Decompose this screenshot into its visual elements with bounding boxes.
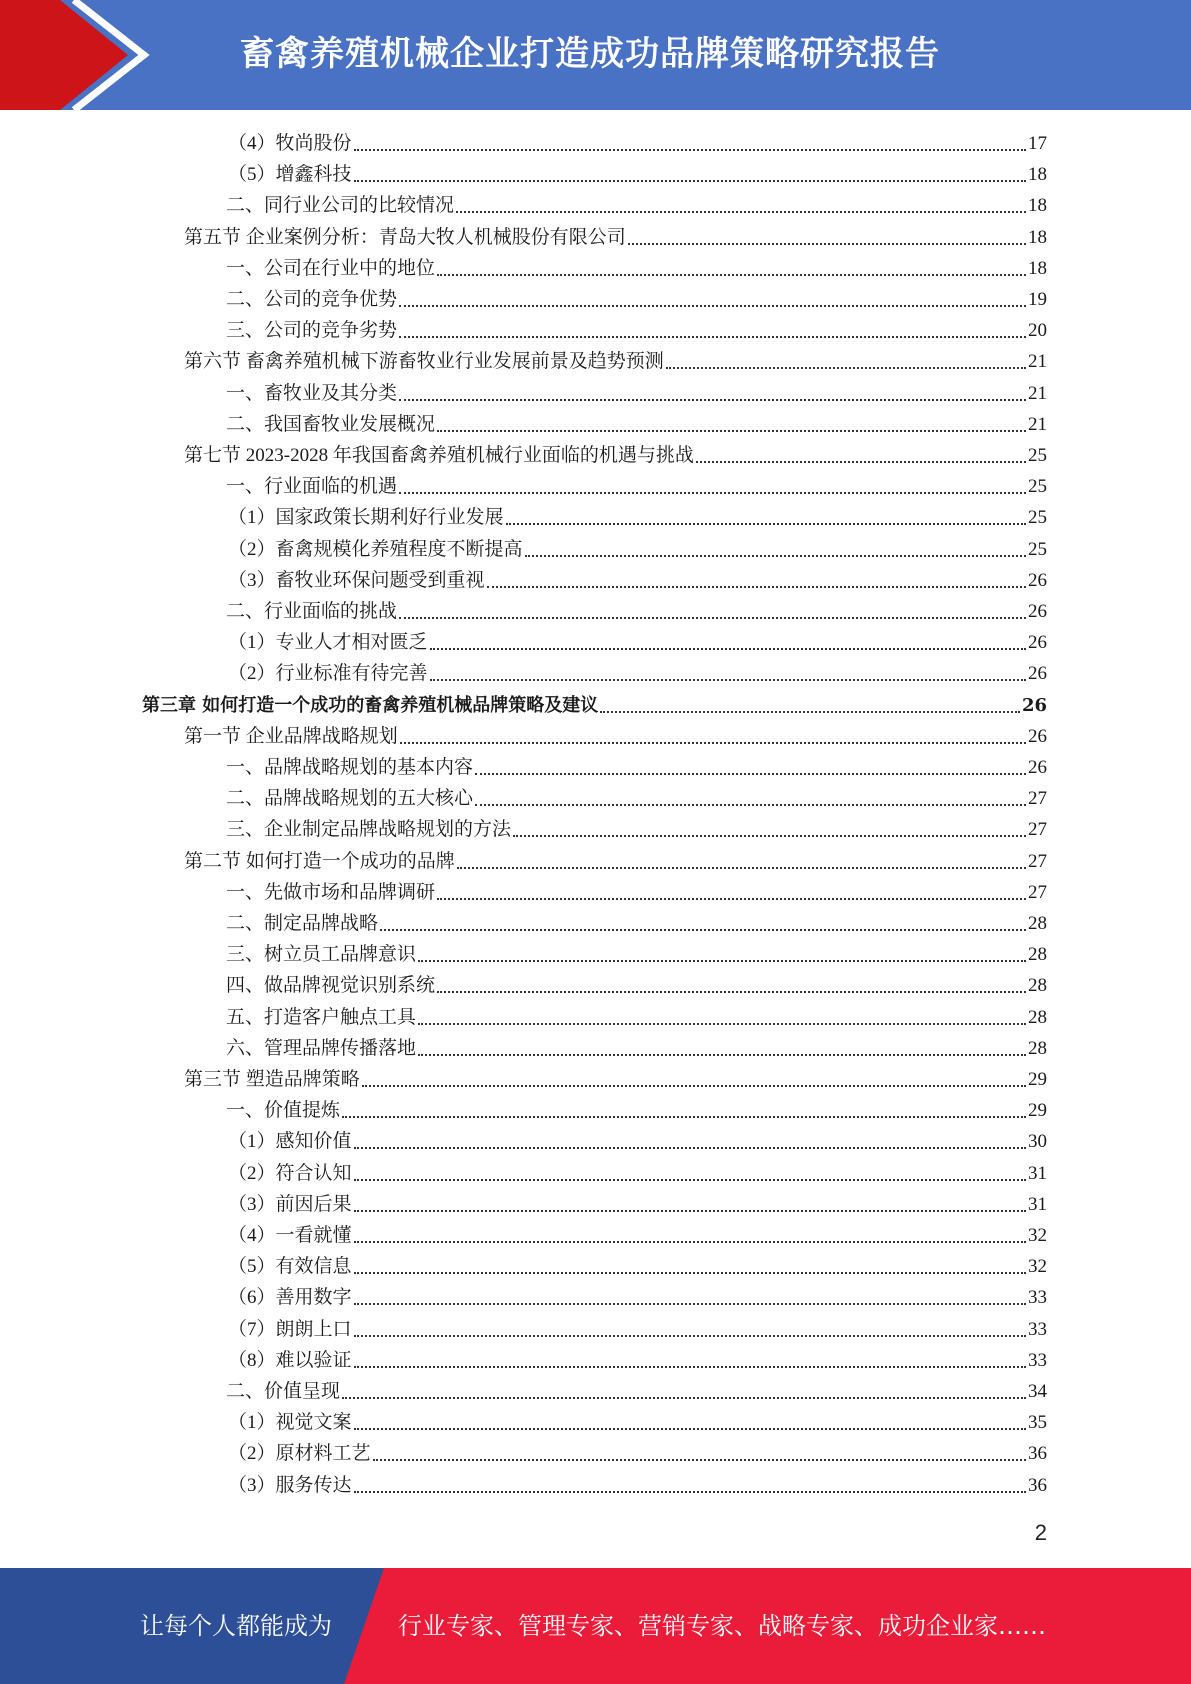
toc-dot-leader xyxy=(418,959,1026,962)
toc-entry-title: （2）符合认知 xyxy=(228,1162,352,1184)
toc-dot-leader xyxy=(354,1178,1026,1181)
toc-dot-leader xyxy=(354,1490,1026,1493)
toc-entry-title: 二、行业面临的挑战 xyxy=(226,601,398,622)
toc-dot-leader xyxy=(666,366,1026,369)
toc-entry-title: （5）增鑫科技 xyxy=(228,164,352,186)
toc-entry-page: 18 xyxy=(1028,195,1047,217)
toc-dot-leader xyxy=(399,398,1026,401)
page-footer xyxy=(0,1568,1191,1684)
toc-entry[interactable] xyxy=(226,253,1047,284)
toc-entry-page: 20 xyxy=(1028,320,1047,342)
toc-entry-title: （2）畜禽规模化养殖程度不断提高 xyxy=(228,538,523,560)
toc-dot-leader xyxy=(418,1053,1026,1056)
toc-entry[interactable] xyxy=(228,658,1047,689)
toc-entry-title: （6）善用数字 xyxy=(228,1287,352,1309)
toc-entry-page: 21 xyxy=(1028,351,1047,373)
toc-entry[interactable] xyxy=(184,846,1047,877)
toc-entry[interactable] xyxy=(226,190,1047,221)
toc-entry[interactable] xyxy=(228,1158,1047,1189)
toc-entry-page: 25 xyxy=(1028,476,1047,498)
toc-dot-leader xyxy=(437,990,1026,993)
page-number: 2 xyxy=(1034,1520,1047,1545)
toc-entry-title: （5）有效信息 xyxy=(228,1256,352,1278)
toc-entry-page: 28 xyxy=(1028,944,1047,966)
toc-entry-page: 27 xyxy=(1028,850,1047,872)
toc-entry-page: 19 xyxy=(1028,289,1047,310)
toc-entry[interactable] xyxy=(226,315,1047,346)
toc-dot-leader xyxy=(354,1302,1026,1305)
toc-dot-leader xyxy=(354,179,1026,182)
toc-dot-leader xyxy=(506,522,1026,525)
toc-entry-page: 26 xyxy=(1028,632,1047,654)
footer-slogan-right: 行业专家、管理专家、营销专家、战略专家、成功企业家…… xyxy=(398,1612,1046,1640)
toc-entry-title: （4）一看就懂 xyxy=(228,1225,352,1246)
toc-entry-page: 21 xyxy=(1028,382,1047,404)
toc-dot-leader xyxy=(354,1427,1026,1430)
toc-entry[interactable] xyxy=(228,1251,1047,1282)
toc-entry-title: 一、价值提炼 xyxy=(226,1100,341,1122)
toc-entry-title: （3）畜牧业环保问题受到重视 xyxy=(228,569,485,591)
toc-entry-title: 第六节 畜禽养殖机械下游畜牧业行业发展前景及趋势预测 xyxy=(184,351,664,373)
toc-entry-page: 29 xyxy=(1028,1100,1047,1122)
toc-dot-leader xyxy=(487,585,1026,588)
toc-dot-leader xyxy=(513,834,1026,837)
toc-dot-leader xyxy=(362,1084,1026,1087)
toc-dot-leader xyxy=(525,554,1026,557)
toc-entry-page: 28 xyxy=(1028,1037,1047,1059)
toc-dot-leader xyxy=(456,210,1026,213)
toc-entry[interactable] xyxy=(184,721,1047,752)
toc-entry-title: 二、品牌战略规划的五大核心 xyxy=(226,788,474,810)
toc-entry-title: 第三章 如何打造一个成功的畜禽养殖机械品牌策略及建议 xyxy=(142,694,599,716)
toc-dot-leader xyxy=(399,335,1026,338)
toc-entry[interactable] xyxy=(184,346,1047,377)
report-title: 畜禽养殖机械企业打造成功品牌策略研究报告 xyxy=(240,34,940,74)
toc-entry-page: 25 xyxy=(1028,507,1047,529)
toc-entry[interactable] xyxy=(228,565,1047,596)
toc-entry-title: （1）国家政策长期利好行业发展 xyxy=(228,507,504,529)
toc-entry-title: （2）行业标准有待完善 xyxy=(228,663,428,685)
toc-entry-page: 31 xyxy=(1028,1193,1047,1215)
toc-dot-leader xyxy=(354,1209,1026,1212)
toc-entry[interactable] xyxy=(226,877,1047,908)
toc-entry-title: （3）前因后果 xyxy=(228,1193,352,1215)
toc-entry-title: （3）服务传达 xyxy=(228,1474,352,1496)
toc-entry-title: 第五节 企业案例分析：青岛大牧人机械股份有限公司 xyxy=(184,226,626,248)
toc-entry-title: 一、行业面临的机遇 xyxy=(226,476,398,498)
toc-entry-title: 二、公司的竞争优势 xyxy=(226,289,398,310)
toc-entry[interactable] xyxy=(228,1470,1047,1501)
toc-dot-leader xyxy=(475,803,1026,806)
toc-dot-leader xyxy=(430,678,1026,681)
toc-entry[interactable] xyxy=(226,1002,1047,1033)
toc-entry[interactable] xyxy=(226,284,1047,315)
footer-slogan-left: 让每个人都能成为 xyxy=(140,1612,332,1640)
toc-entry[interactable] xyxy=(228,1282,1047,1313)
toc-entry-title: 二、制定品牌战略 xyxy=(226,913,379,934)
toc-entry-page: 27 xyxy=(1028,819,1047,841)
toc-entry[interactable] xyxy=(226,378,1047,409)
toc-dot-leader xyxy=(696,460,1026,463)
toc-entry-title: 二、同行业公司的比较情况 xyxy=(226,195,455,217)
toc-entry[interactable] xyxy=(226,1376,1047,1407)
toc-dot-leader xyxy=(380,928,1026,931)
toc-entry-page: 26 xyxy=(1028,569,1047,591)
toc-entry[interactable] xyxy=(228,1314,1047,1345)
toc-entry-page: 33 xyxy=(1028,1287,1047,1309)
toc-entry-page: 33 xyxy=(1028,1349,1047,1371)
toc-entry-page: 25 xyxy=(1028,538,1047,560)
toc-entry-title: 一、先做市场和品牌调研 xyxy=(226,881,436,903)
toc-dot-leader xyxy=(400,741,1026,744)
toc-entry[interactable] xyxy=(226,471,1047,502)
toc-entry-page: 32 xyxy=(1028,1256,1047,1278)
toc-entry-title: 一、畜牧业及其分类 xyxy=(226,382,398,404)
toc-entry-title: 二、我国畜牧业发展概况 xyxy=(226,413,436,435)
toc-entry-title: （1）专业人才相对匮乏 xyxy=(228,632,428,654)
toc-dot-leader xyxy=(354,1271,1026,1274)
toc-entry[interactable] xyxy=(226,908,1047,939)
toc-entry-title: 第三节 塑造品牌策略 xyxy=(184,1069,360,1090)
toc-entry-title: 一、公司在行业中的地位 xyxy=(226,257,436,279)
toc-entry[interactable] xyxy=(226,596,1047,627)
toc-entry-page: 29 xyxy=(1028,1069,1047,1090)
toc-entry[interactable] xyxy=(226,1033,1047,1064)
toc-entry-page: 28 xyxy=(1028,975,1047,997)
toc-dot-leader xyxy=(475,772,1026,775)
toc-entry[interactable] xyxy=(226,939,1047,970)
toc-entry-page: 28 xyxy=(1028,913,1047,934)
toc-dot-leader xyxy=(437,429,1026,432)
toc-entry-title: （1）感知价值 xyxy=(228,1131,352,1153)
toc-dot-leader xyxy=(399,491,1026,494)
toc-entry-title: 三、企业制定品牌战略规划的方法 xyxy=(226,819,512,841)
toc-entry-title: 第一节 企业品牌战略规划 xyxy=(184,725,398,747)
toc-entry-page: 18 xyxy=(1028,257,1047,279)
toc-entry[interactable] xyxy=(228,627,1047,658)
toc-entry-page: 26 xyxy=(1021,694,1047,716)
toc-dot-leader xyxy=(418,1022,1026,1025)
toc-entry-page: 27 xyxy=(1028,788,1047,810)
toc-entry-title: 三、公司的竞争劣势 xyxy=(226,320,398,342)
toc-entry-title: 一、品牌战略规划的基本内容 xyxy=(226,757,474,778)
toc-entry-page: 26 xyxy=(1028,601,1047,622)
toc-entry-page: 34 xyxy=(1028,1381,1047,1402)
toc-entry[interactable] xyxy=(226,1095,1047,1126)
toc-entry-page: 25 xyxy=(1028,445,1047,466)
toc-entry-page: 26 xyxy=(1028,663,1047,685)
toc-entry-page: 31 xyxy=(1028,1162,1047,1184)
toc-entry-page: 21 xyxy=(1028,413,1047,435)
toc-dot-leader xyxy=(373,1458,1026,1461)
toc-entry-page: 28 xyxy=(1028,1006,1047,1028)
page-header xyxy=(0,0,1191,110)
toc-entry[interactable] xyxy=(228,1126,1047,1157)
toc-dot-leader xyxy=(430,647,1026,650)
toc-entry[interactable] xyxy=(226,783,1047,814)
toc-entry-page: 33 xyxy=(1028,1318,1047,1340)
toc-entry-title: 第七节 2023-2028 年我国畜禽养殖机械行业面临的机遇与挑战 xyxy=(184,445,694,466)
toc-dot-leader xyxy=(342,1115,1026,1118)
toc-dot-leader xyxy=(437,897,1026,900)
toc-entry-page: 26 xyxy=(1028,725,1047,747)
toc-entry[interactable] xyxy=(226,814,1047,845)
toc-entry-title: （7）朗朗上口 xyxy=(228,1318,352,1340)
toc-entry-page: 18 xyxy=(1028,226,1047,248)
toc-entry-page: 27 xyxy=(1028,881,1047,903)
toc-entry[interactable] xyxy=(184,222,1047,253)
toc-entry-title: （4）牧尚股份 xyxy=(228,133,352,154)
toc-entry[interactable] xyxy=(228,1438,1047,1469)
toc-entry-title: 二、价值呈现 xyxy=(226,1381,341,1402)
toc-dot-leader xyxy=(354,1146,1026,1149)
toc-entry-title: （8）难以验证 xyxy=(228,1349,352,1371)
toc-entry[interactable] xyxy=(226,752,1047,783)
toc-entry[interactable] xyxy=(228,128,1047,159)
toc-entry[interactable] xyxy=(184,1064,1047,1095)
toc-entry[interactable] xyxy=(228,159,1047,190)
toc-entry[interactable] xyxy=(228,1220,1047,1251)
toc-entry[interactable] xyxy=(142,690,1047,721)
toc-entry-title: 六、管理品牌传播落地 xyxy=(226,1037,417,1059)
toc-dot-leader xyxy=(628,242,1026,245)
toc-dot-leader xyxy=(399,616,1026,619)
toc-dot-leader xyxy=(354,1240,1026,1243)
toc-entry-title: 第二节 如何打造一个成功的品牌 xyxy=(184,850,455,872)
toc-entry-page: 32 xyxy=(1028,1225,1047,1246)
toc-entry[interactable] xyxy=(228,502,1047,533)
toc-entry-title: 五、打造客户触点工具 xyxy=(226,1006,417,1028)
toc-entry-title: （1）视觉文案 xyxy=(228,1412,352,1434)
toc-dot-leader xyxy=(600,710,1020,713)
toc-entry-page: 18 xyxy=(1028,164,1047,186)
toc-entry-title: 四、做品牌视觉识别系统 xyxy=(226,975,436,997)
toc-dot-leader xyxy=(399,304,1026,307)
toc-entry[interactable] xyxy=(226,409,1047,440)
toc-entry-page: 36 xyxy=(1028,1443,1047,1465)
toc-entry[interactable] xyxy=(226,970,1047,1001)
toc-entry[interactable] xyxy=(184,440,1047,471)
toc-entry-page: 35 xyxy=(1028,1412,1047,1434)
toc-entry[interactable] xyxy=(228,1189,1047,1220)
toc-entry[interactable] xyxy=(228,1407,1047,1438)
toc-entry-page: 36 xyxy=(1028,1474,1047,1496)
toc-entry-page: 17 xyxy=(1028,133,1047,154)
toc-dot-leader xyxy=(342,1396,1026,1399)
toc-dot-leader xyxy=(354,148,1026,151)
toc-entry-page: 30 xyxy=(1028,1131,1047,1153)
toc-dot-leader xyxy=(354,1334,1026,1337)
toc-dot-leader xyxy=(437,273,1026,276)
toc-dot-leader xyxy=(354,1365,1026,1368)
toc-dot-leader xyxy=(457,866,1026,869)
toc-entry-title: 三、树立员工品牌意识 xyxy=(226,944,417,966)
toc-entry[interactable] xyxy=(228,534,1047,565)
toc-entry[interactable] xyxy=(228,1345,1047,1376)
toc-entry-title: （2）原材料工艺 xyxy=(228,1443,371,1465)
toc-entry-page: 26 xyxy=(1028,757,1047,778)
